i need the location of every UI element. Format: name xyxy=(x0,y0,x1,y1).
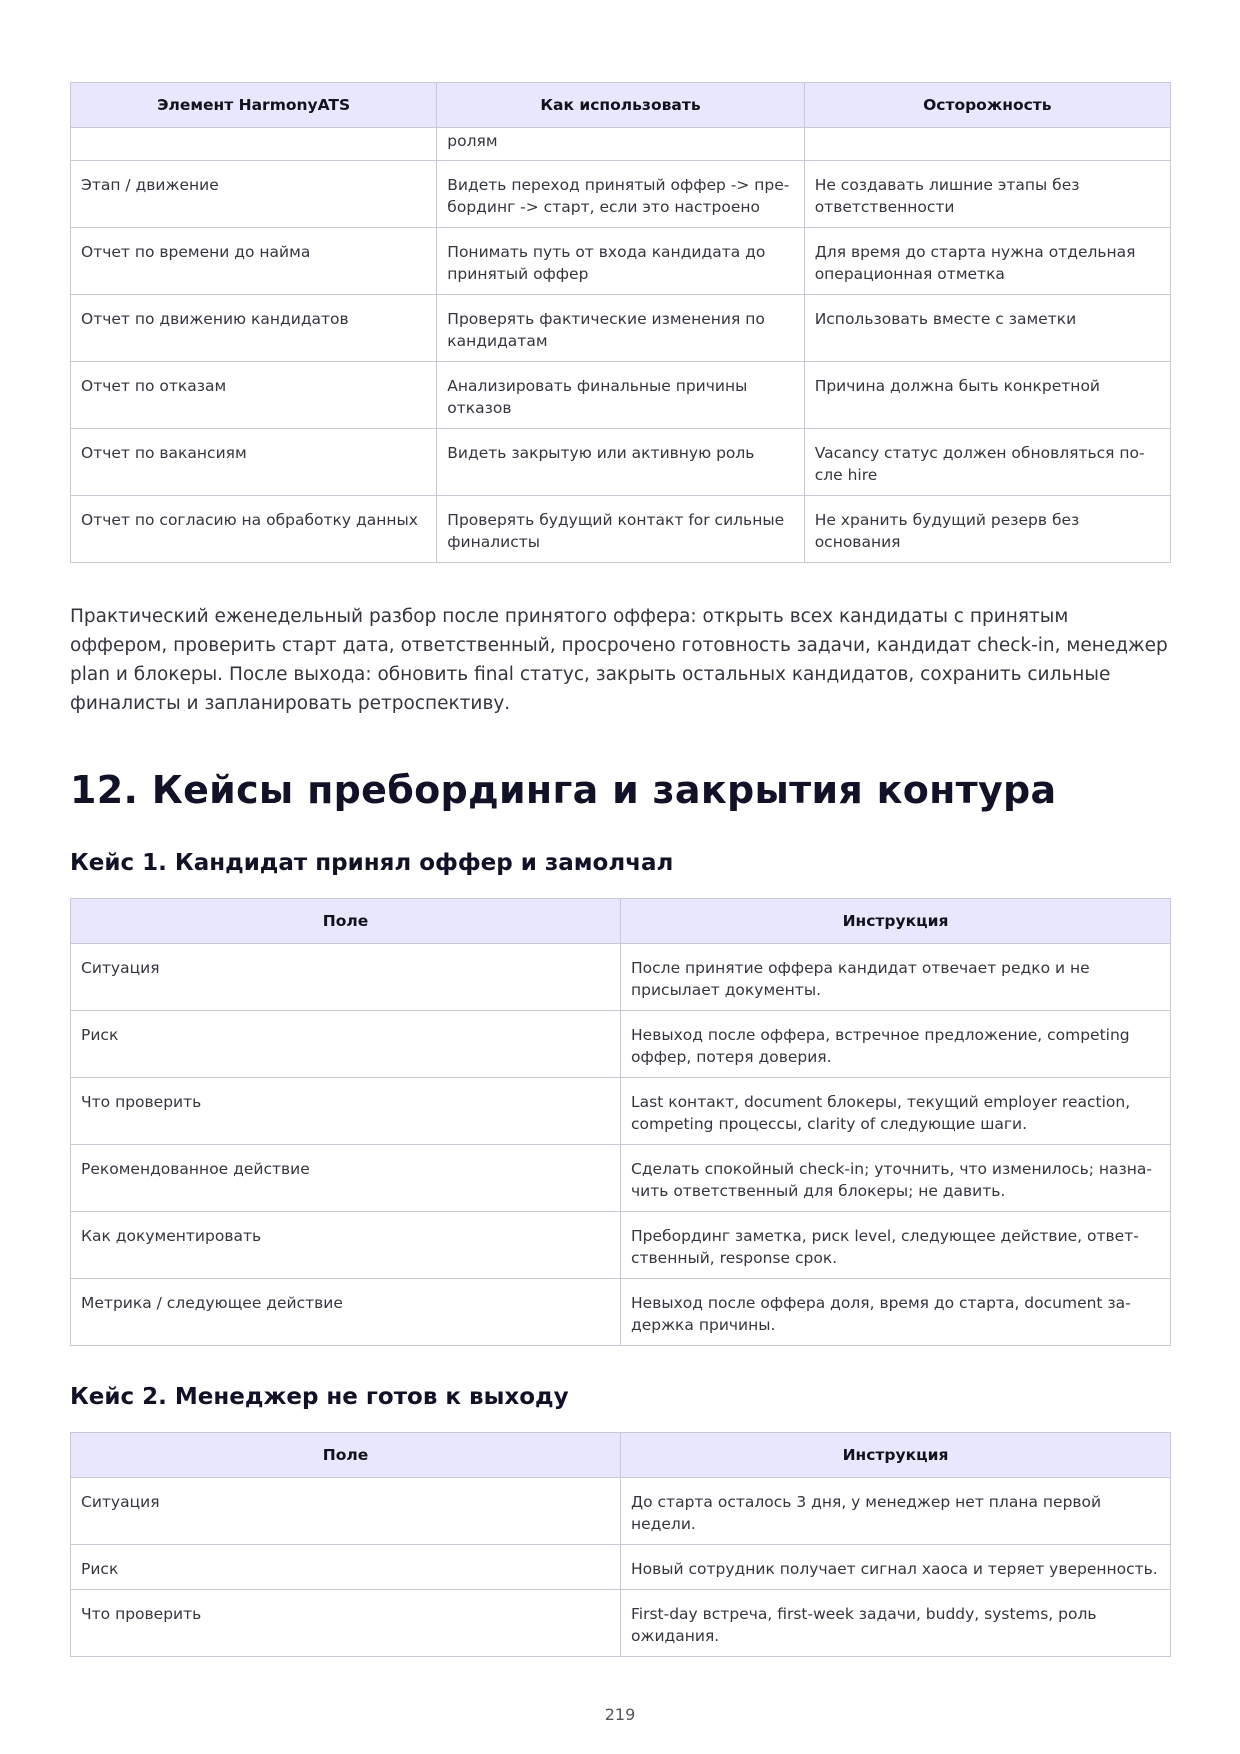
table-cell: Видеть переход принятый оффер -> пребординг -> старт, если это настроено xyxy=(437,161,804,228)
table-cell: Отчет по отказам xyxy=(71,362,437,429)
table-cell: Невыход после оффера, встречное предложение, competing оффер, потеря доверия. xyxy=(621,1011,1171,1078)
table-cell: Этап / движение xyxy=(71,161,437,228)
weekly-review-paragraph: Практический еженедельный разбор после принятого оффера: открыть всех кандидаты с принятым оффером, проверить старт дата, ответственный, просрочено готовность задачи, кандидат check-in, менеджер plan и блокеры. После выхода: обновить final статус, закрыть остальных кандидатов, сохранить сильные финалисты и запланировать ретроспективу. xyxy=(70,606,1168,714)
table-row xyxy=(71,1545,1171,1590)
column-header: Элемент HarmonyATS xyxy=(71,83,437,128)
harmonyats-elements-table xyxy=(70,82,1171,563)
table-row xyxy=(71,228,1171,295)
table-row xyxy=(71,1478,1171,1545)
table-cell xyxy=(804,128,1170,161)
table-cell: Ситуация xyxy=(71,944,621,1011)
table-cell: Как документировать xyxy=(71,1212,621,1279)
table-cell: Не хранить будущий резерв без основания xyxy=(804,496,1170,563)
table-row xyxy=(71,1078,1171,1145)
table-cell: После принятие оффера кандидат отвечает редко и не присылает документы. xyxy=(621,944,1171,1011)
table-cell: До старта осталось 3 дня, у менеджер нет плана первой недели. xyxy=(621,1478,1171,1545)
table-cell: Для время до старта нужна отдельная операционная отметка xyxy=(804,228,1170,295)
table-cell: Использовать вместе с заметки xyxy=(804,295,1170,362)
table-cell: Что проверить xyxy=(71,1078,621,1145)
table-cell: Отчет по вакансиям xyxy=(71,429,437,496)
table-cell: Что проверить xyxy=(71,1590,621,1657)
table-header-row xyxy=(71,899,1171,944)
case-1-title: Кейс 1. Кандидат принял оффер и замолчал xyxy=(70,850,674,876)
case-2-table xyxy=(70,1432,1171,1657)
table-cell: Не создавать лишние этапы без ответственности xyxy=(804,161,1170,228)
table-cell: Отчет по движению кандидатов xyxy=(71,295,437,362)
table-cell: Отчет по времени до найма xyxy=(71,228,437,295)
table-row xyxy=(71,1011,1171,1078)
page-content xyxy=(70,82,1171,1657)
page-number: 219 xyxy=(604,1705,636,1724)
table-cell: Сделать спокойный check-in; уточнить, что изменилось; назначить ответственный для блокеры; не давить. xyxy=(621,1145,1171,1212)
column-header: Поле xyxy=(71,899,621,944)
table-row xyxy=(71,1279,1171,1346)
table-cell: Риск xyxy=(71,1011,621,1078)
table-cell: Проверять фактические изменения по кандидатам xyxy=(437,295,804,362)
column-header: Поле xyxy=(71,1433,621,1478)
table-header-row xyxy=(71,1433,1171,1478)
table-cell: Ситуация xyxy=(71,1478,621,1545)
table-cell: Last контакт, document блокеры, текущий employer reaction, competing процессы, clarity of следующие шаги. xyxy=(621,1078,1171,1145)
table-row xyxy=(71,161,1171,228)
table-cell: Метрика / следующее действие xyxy=(71,1279,621,1346)
table-row xyxy=(71,496,1171,563)
case-1-table xyxy=(70,898,1171,1346)
table-cell: ролям xyxy=(437,128,804,161)
table-row xyxy=(71,1212,1171,1279)
table-row xyxy=(71,1590,1171,1657)
table-cell: Пребординг заметка, риск level, следующее действие, ответственный, response срок. xyxy=(621,1212,1171,1279)
section-title: 12. Кейсы пребординга и закрытия контура xyxy=(70,768,1057,812)
case-2-title: Кейс 2. Менеджер не готов к выходу xyxy=(70,1384,569,1410)
table-cell: Vacancy статус должен обновляться после hire xyxy=(804,429,1170,496)
table-row xyxy=(71,295,1171,362)
table-row xyxy=(71,1145,1171,1212)
table-cell: Анализировать финальные причины отказов xyxy=(437,362,804,429)
table-cell: Рекомендованное действие xyxy=(71,1145,621,1212)
column-header: Как использовать xyxy=(437,83,804,128)
table-cell: Новый сотрудник получает сигнал хаоса и теряет уверенность. xyxy=(621,1545,1171,1590)
table-row xyxy=(71,362,1171,429)
table-cell: Понимать путь от входа кандидата до принятый оффер xyxy=(437,228,804,295)
table-row-continuation xyxy=(71,128,1171,161)
table-cell: Отчет по согласию на обработку данных xyxy=(71,496,437,563)
table-row xyxy=(71,944,1171,1011)
column-header: Осторожность xyxy=(804,83,1170,128)
table-cell xyxy=(71,128,437,161)
table-cell: Невыход после оффера доля, время до старта, document задержка причины. xyxy=(621,1279,1171,1346)
column-header: Инструкция xyxy=(621,1433,1171,1478)
table-row xyxy=(71,429,1171,496)
table-cell: Проверять будущий контакт for сильные финалисты xyxy=(437,496,804,563)
table-cell: Видеть закрытую или активную роль xyxy=(437,429,804,496)
table-cell: First-day встреча, first-week задачи, buddy, systems, роль ожидания. xyxy=(621,1590,1171,1657)
table-cell: Риск xyxy=(71,1545,621,1590)
table-cell: Причина должна быть конкретной xyxy=(804,362,1170,429)
column-header: Инструкция xyxy=(621,899,1171,944)
table-header-row xyxy=(71,83,1171,128)
